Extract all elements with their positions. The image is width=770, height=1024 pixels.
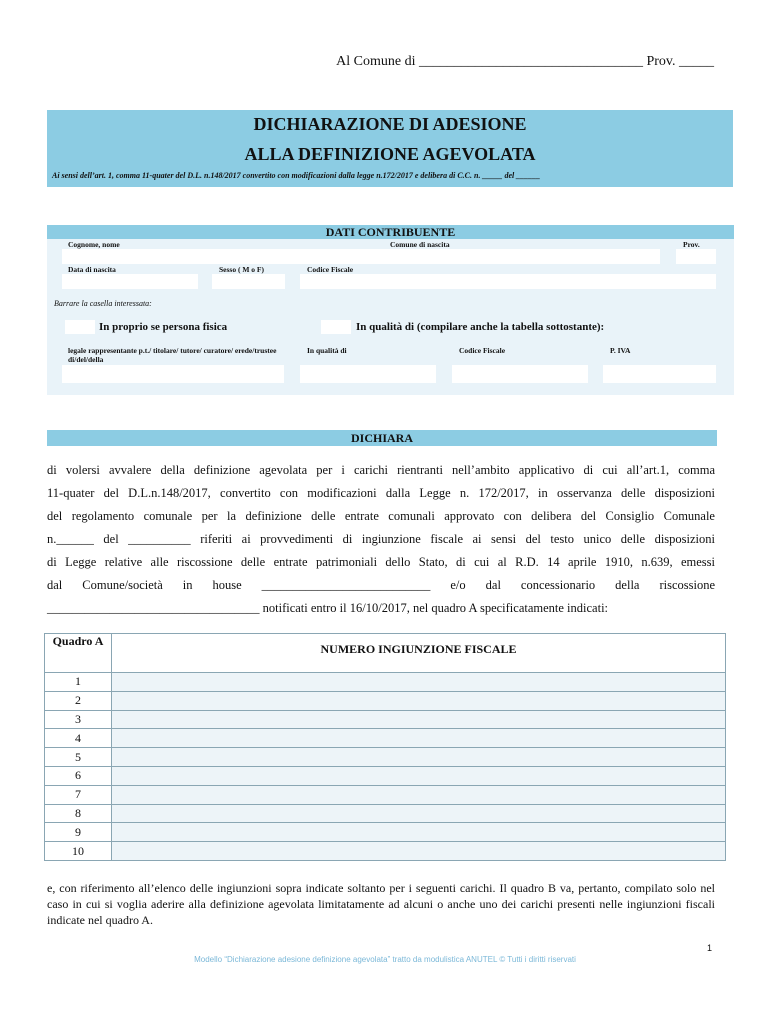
row-number: 5	[45, 748, 112, 767]
province-field[interactable]	[676, 249, 716, 264]
injunction-number-cell[interactable]	[112, 842, 726, 861]
legal-reference: Ai sensi dell’art. 1, comma 11-quater del D.L. n.148/2017 convertito con modificazioni dalla legge n.172/2017 e delibera di C.C. n. _____ del ______	[52, 171, 541, 180]
row-number: 4	[45, 729, 112, 748]
injunction-number-cell[interactable]	[112, 691, 726, 710]
declaration-line: n.______ del __________ riferiti ai provvedimenti di ingiunzione fiscale ai sensi del testo unico delle disposizioni	[47, 532, 715, 546]
taxpayer-heading: DATI CONTRIBUENTE	[47, 225, 734, 239]
document-title-line1: DICHIARAZIONE DI ADESIONE	[253, 114, 527, 134]
row-number: 9	[45, 823, 112, 842]
birthplace-label: Comune di nascita	[390, 240, 450, 249]
check-instruction: Barrare la casella interessata:	[54, 299, 152, 308]
surname-field[interactable]	[62, 249, 660, 264]
sex-label: Sesso ( M o F)	[219, 265, 264, 274]
injunction-number-cell[interactable]	[112, 823, 726, 842]
table-row	[45, 823, 726, 842]
page-number: 1	[707, 943, 713, 953]
row-number: 10	[45, 842, 112, 861]
row-number: 1	[45, 673, 112, 692]
table-row	[45, 729, 726, 748]
addressee-line: Al Comune di ________________________________ Prov. _____	[336, 54, 714, 69]
table-row	[45, 785, 726, 804]
quadro-column-header: Quadro A	[45, 634, 112, 673]
declaration-line: del regolamento comunale per la definizione delle entrate comunali approvato con delibera del Consiglio Comunale	[47, 509, 715, 523]
declaration-line: __________________________________ notificati entro il 16/10/2017, nel quadro A specificatamente indicati:	[47, 601, 609, 615]
injunction-number-cell[interactable]	[112, 748, 726, 767]
birthdate-field[interactable]	[62, 274, 198, 289]
injunction-number-cell[interactable]	[112, 710, 726, 729]
row-number: 3	[45, 710, 112, 729]
document-title-line2: ALLA DEFINIZIONE AGEVOLATA	[244, 144, 536, 164]
province-label: Prov.	[683, 240, 700, 249]
injunction-number-cell[interactable]	[112, 766, 726, 785]
closing-paragraph: e, con riferimento all’elenco delle ingiunzioni sopra indicate soltanto per i seguenti carichi. Il quadro B va, pertanto, compilato solo nel caso in cui si voglia aderire alla definizione agevolata limitatamente ad alcuni o anche uno dei carichi presenti nelle ingiunzioni fiscali indicate nel quadro A.	[47, 881, 715, 927]
row-number: 2	[45, 691, 112, 710]
birthdate-label: Data di nascita	[68, 265, 116, 274]
tax-code-label: Codice Fiscale	[307, 265, 354, 274]
injunction-number-cell[interactable]	[112, 785, 726, 804]
table-row	[45, 710, 726, 729]
surname-label: Cognome, nome	[68, 240, 120, 249]
table-row	[45, 748, 726, 767]
table-row	[45, 691, 726, 710]
injunction-number-cell[interactable]	[112, 804, 726, 823]
declaration-line: 11-quater del D.L.n.148/2017, convertito con modificazioni dalla Legge n. 172/2017, in osservanza delle disposizioni	[47, 486, 715, 500]
quadro-a-table	[44, 633, 726, 861]
sex-field[interactable]	[212, 274, 285, 289]
tax-code-2-field[interactable]	[452, 365, 588, 383]
declaration-line: di volersi avvalere della definizione agevolata per i carichi rientranti nell’ambito applicativo di cui all’art.1, comma	[47, 463, 715, 477]
row-number: 8	[45, 804, 112, 823]
declaration-text	[47, 459, 715, 620]
legal-rep-label: legale rappresentante p.t./ titolare/ tutore/ curatore/ erede/trustee di/del/della	[68, 346, 277, 364]
injunction-number-cell[interactable]	[112, 673, 726, 692]
legal-rep-field[interactable]	[62, 365, 284, 383]
footer-note: Modello “Dichiarazione adesione definizione agevolata” tratto da modulistica ANUTEL © Tutti i diritti riservati	[194, 955, 576, 964]
own-behalf-checkbox[interactable]	[65, 320, 95, 334]
row-number: 6	[45, 766, 112, 785]
tax-code-field[interactable]	[300, 274, 716, 289]
own-behalf-label: In proprio se persona fisica	[99, 321, 228, 333]
injunction-number-cell[interactable]	[112, 729, 726, 748]
table-row	[45, 766, 726, 785]
table-header-row	[45, 634, 726, 673]
injunction-number-header: NUMERO INGIUNZIONE FISCALE	[112, 634, 726, 673]
on-behalf-label: In qualità di (compilare anche la tabella sottostante):	[356, 321, 605, 333]
row-number: 7	[45, 785, 112, 804]
tax-code-2-label: Codice Fiscale	[459, 346, 506, 355]
role-field[interactable]	[300, 365, 436, 383]
table-row	[45, 804, 726, 823]
on-behalf-checkbox[interactable]	[321, 320, 351, 334]
declaration-line: di Legge relative alle riscossione delle entrate patrimoniali dello Stato, di cui al R.D. 14 aprile 1910, n.639, emessi	[47, 555, 715, 569]
vat-label: P. IVA	[610, 346, 631, 355]
declaration-line: dal Comune/società in house ___________________________ e/o dal concessionario della riscossione	[47, 578, 715, 592]
declaration-heading: DICHIARA	[47, 430, 717, 446]
vat-field[interactable]	[603, 365, 716, 383]
table-row	[45, 673, 726, 692]
table-row	[45, 842, 726, 861]
role-label: In qualità di	[307, 346, 347, 355]
